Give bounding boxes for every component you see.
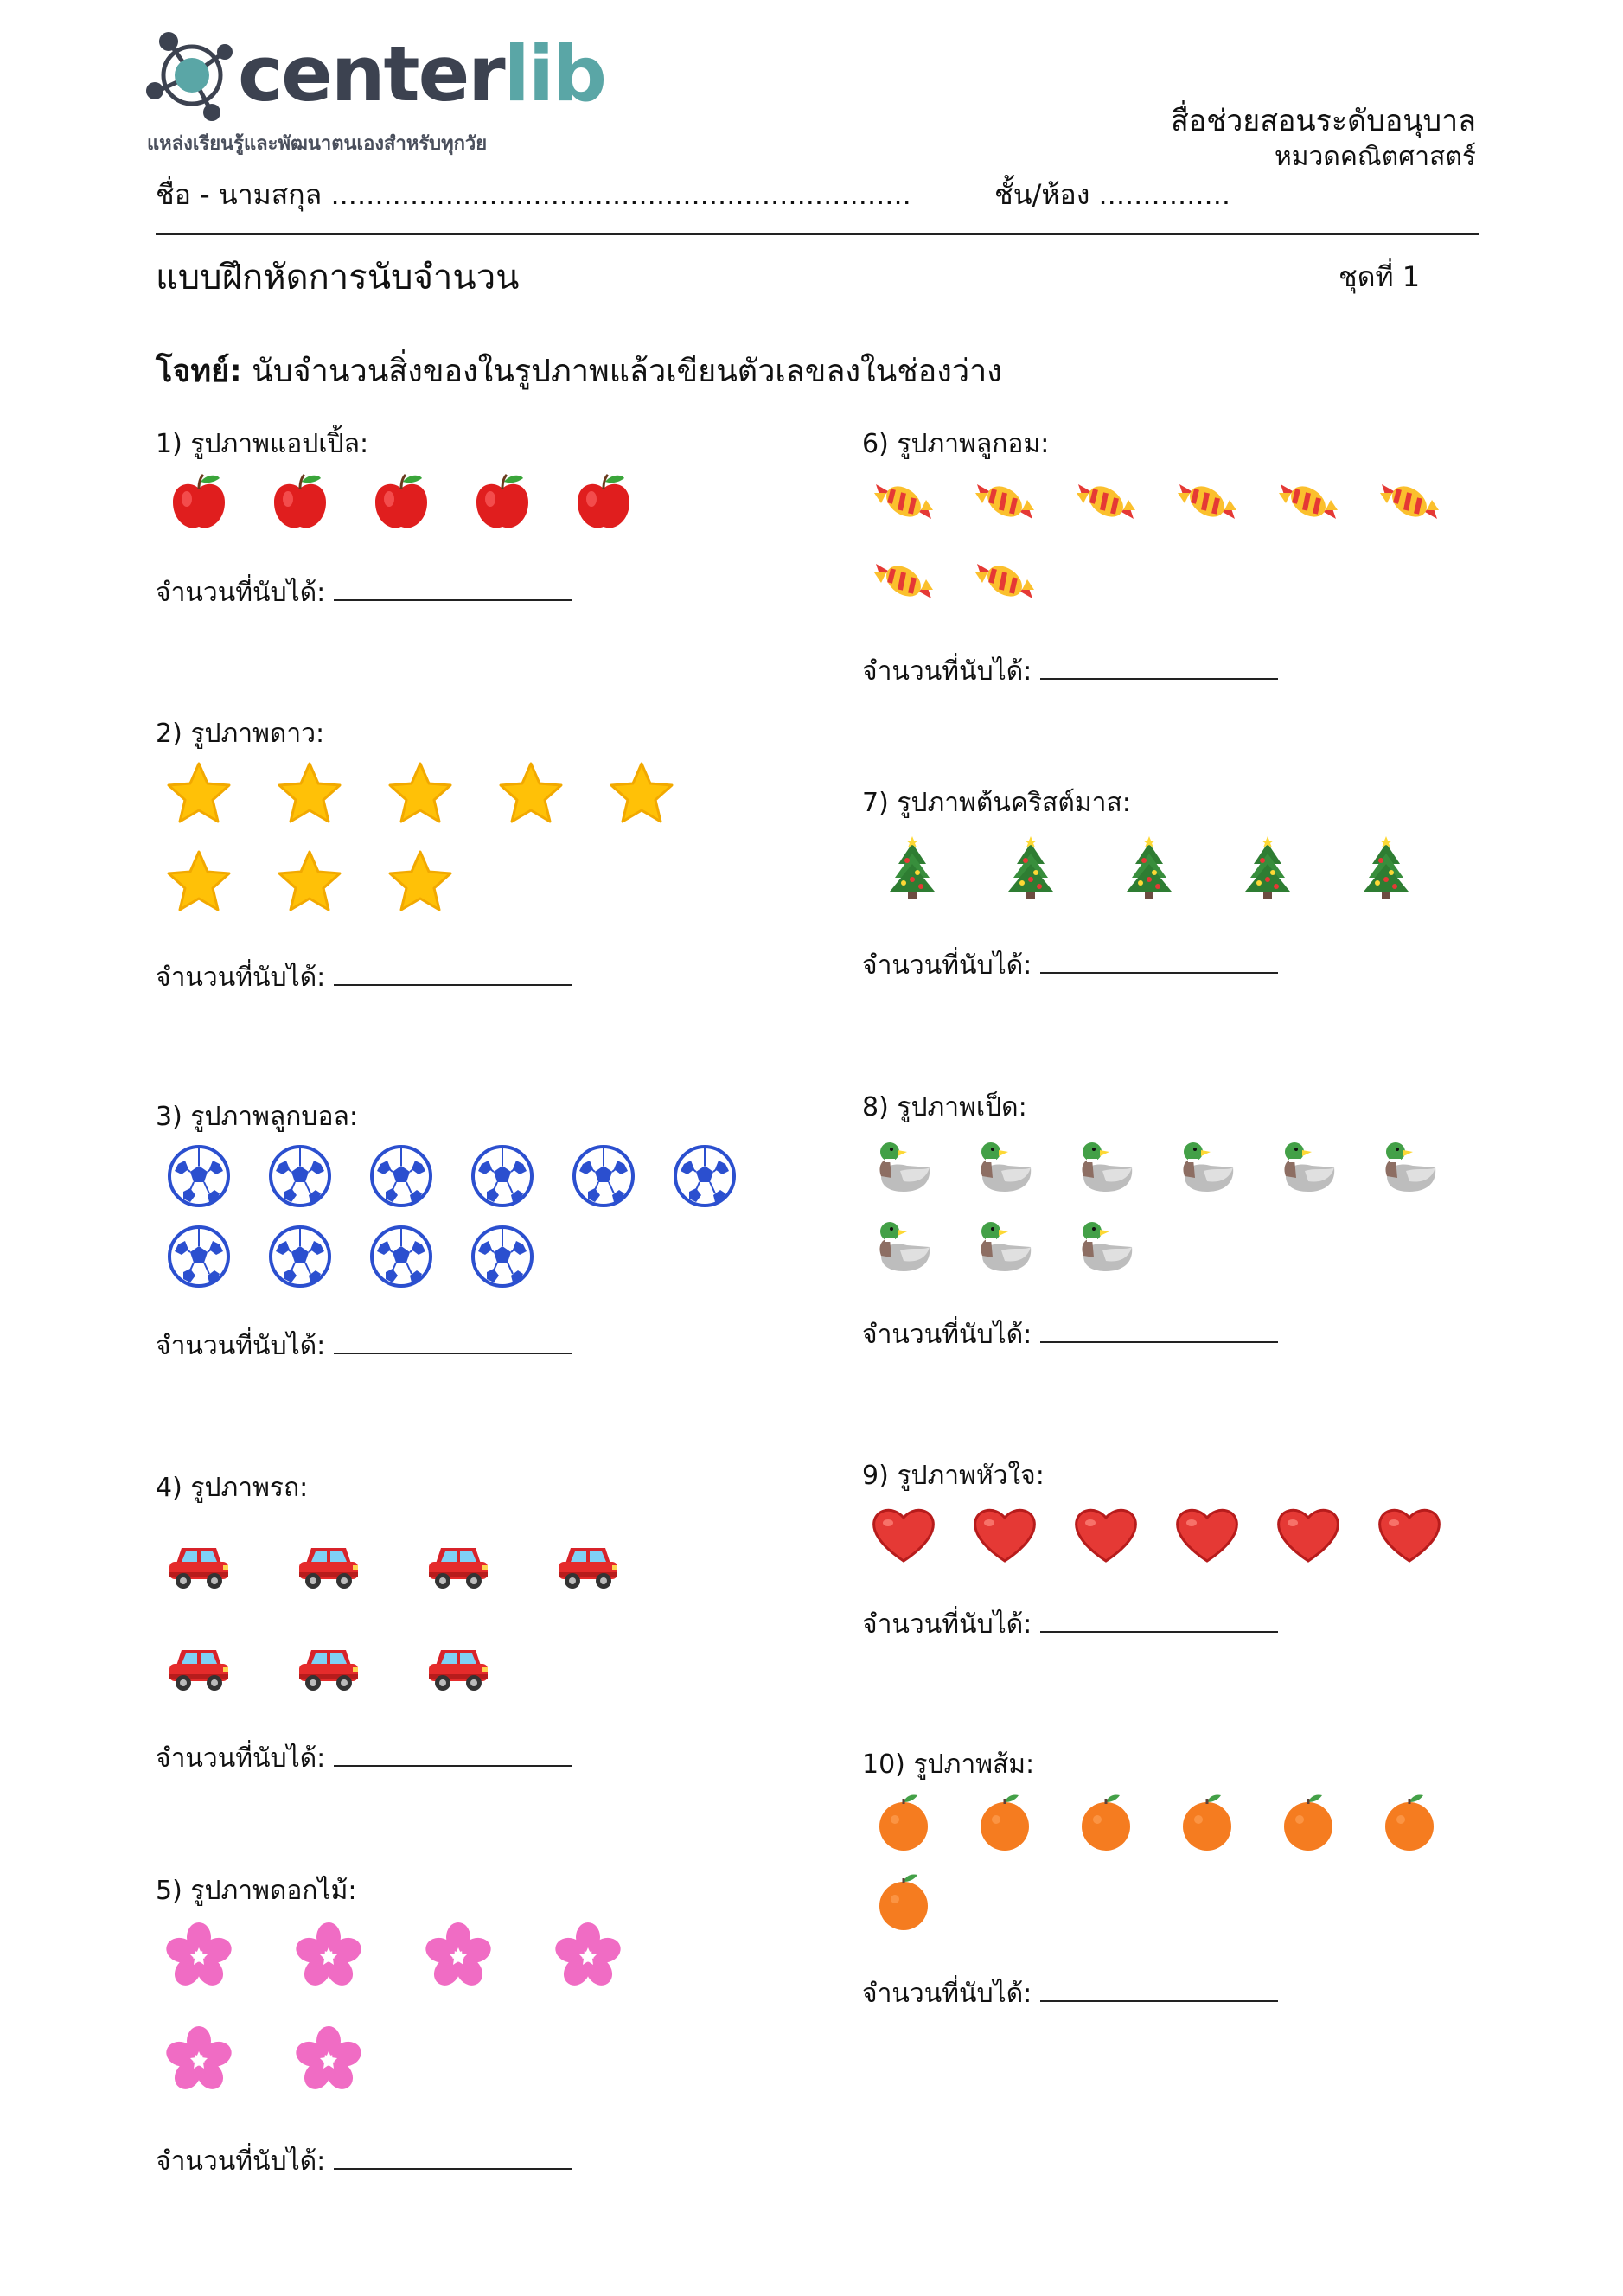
question-6-title: 6) รูปภาพลูกอม: [862,429,1050,459]
candy-icon [869,467,938,536]
answer-blank[interactable] [1040,1612,1278,1633]
answer-label: จำนวนที่นับได้: [156,578,326,608]
orange-icon [1375,1788,1444,1858]
answer-blank[interactable] [334,580,572,601]
duck-icon [970,1133,1039,1202]
answer-blank[interactable] [334,965,572,986]
duck-icon [1071,1212,1141,1282]
question-10-answer [862,1973,1278,2014]
duck-icon [1274,1133,1343,1202]
heart-icon [869,1500,938,1570]
question-2-title: 2) รูปภาพดาว: [156,719,325,749]
question-10-title: 10) รูปภาพส้ม: [862,1749,1035,1780]
star-icon [164,758,233,828]
question-7-answer [862,945,1278,986]
answer-label: จำนวนที่นับได้: [156,1743,326,1774]
duck-icon [1375,1133,1444,1202]
answer-blank[interactable] [334,1746,572,1767]
cherry-blossom-icon [553,1920,623,1989]
star-icon [275,847,344,916]
question-4-title: 4) รูปภาพรถ: [156,1473,309,1503]
question-7-title: 7) รูปภาพต้นคริสต์มาส: [862,788,1131,818]
answer-label: จำนวนที่นับได้: [862,1320,1032,1350]
christmas-tree-icon [878,835,947,904]
candy-icon [869,547,938,616]
soccer-ball-icon [468,1222,537,1291]
duck-icon [869,1212,938,1282]
question-3-title: 3) รูปภาพลูกบอล: [156,1102,358,1132]
answer-label: จำนวนที่นับได้: [862,656,1032,687]
brand-name-part1: center [238,29,504,118]
header-divider [156,233,1479,235]
duck-icon [869,1133,938,1202]
brand-name [238,29,605,118]
duck-icon [1173,1133,1242,1202]
star-icon [164,847,233,916]
christmas-tree-icon [1233,835,1302,904]
candy-icon [1375,467,1444,536]
candy-icon [1173,467,1242,536]
star-icon [496,758,565,828]
heart-icon [970,1500,1039,1570]
car-icon [164,1529,233,1598]
soccer-ball-icon [265,1222,335,1291]
answer-blank[interactable] [334,1333,572,1354]
question-8-answer [862,1314,1278,1355]
car-icon [164,1631,233,1700]
car-icon [294,1529,363,1598]
question-4-answer [156,1738,572,1779]
soccer-ball-icon [569,1142,638,1211]
question-9-title: 9) รูปภาพหัวใจ: [862,1461,1045,1491]
orange-icon [1173,1788,1242,1858]
orange-icon [970,1788,1039,1858]
star-icon [607,758,676,828]
orange-icon [1274,1788,1343,1858]
candy-icon [970,547,1039,616]
brand-name-part2: lib [503,29,605,118]
orange-icon [1071,1788,1141,1858]
heart-icon [1173,1500,1242,1570]
answer-label: จำนวนที่นับได้: [862,950,1032,981]
answer-label: จำนวนที่นับได้: [862,1609,1032,1640]
candy-icon [1071,467,1141,536]
instruction-text: นับจำนวนสิ่งของในรูปภาพแล้วเขียนตัวเลขลงในช่องว่าง [241,354,1002,389]
question-1-answer [156,572,572,613]
answer-blank[interactable] [334,2149,572,2170]
cherry-blossom-icon [164,1920,233,1989]
heart-icon [1071,1500,1141,1570]
apple-icon [164,470,233,539]
christmas-tree-icon [1351,835,1421,904]
car-icon [424,1631,493,1700]
question-6-answer [862,651,1278,692]
car-icon [294,1631,363,1700]
christmas-tree-icon [1115,835,1184,904]
logo-molecule-icon [143,26,242,125]
christmas-tree-icon [996,835,1065,904]
soccer-ball-icon [367,1222,436,1291]
media-label: สื่อช่วยสอนระดับอนุบาล [1170,104,1476,138]
car-icon [553,1529,623,1598]
answer-label: จำนวนที่นับได้: [156,2146,326,2177]
soccer-ball-icon [468,1142,537,1211]
instruction-label: โจทย์: [156,354,242,389]
star-icon [386,758,455,828]
centerlib-logo [143,26,627,164]
question-9-answer [862,1604,1278,1645]
class-field[interactable]: ชั้น/ห้อง ............... [994,178,1231,211]
name-field[interactable]: ชื่อ - นามสกุล .................................................................. [156,178,911,211]
soccer-ball-icon [265,1142,335,1211]
car-icon [424,1529,493,1598]
cherry-blossom-icon [164,2024,233,2093]
question-5-title: 5) รูปภาพดอกไม้: [156,1876,357,1906]
heart-icon [1274,1500,1343,1570]
answer-blank[interactable] [1040,953,1278,974]
candy-icon [1274,467,1343,536]
answer-blank[interactable] [1040,1981,1278,2002]
soccer-ball-icon [164,1222,233,1291]
candy-icon [970,467,1039,536]
star-icon [275,758,344,828]
soccer-ball-icon [367,1142,436,1211]
worksheet-title: แบบฝึกหัดการนับจำนวน [156,258,520,297]
soccer-ball-icon [670,1142,739,1211]
question-3-answer [156,1326,572,1366]
apple-icon [569,470,638,539]
answer-label: จำนวนที่นับได้: [156,963,326,993]
soccer-ball-icon [164,1142,233,1211]
answer-label: จำนวนที่นับได้: [862,1979,1032,2009]
answer-blank[interactable] [1040,1322,1278,1343]
cherry-blossom-icon [294,1920,363,1989]
set-number: ชุดที่ 1 [1339,260,1421,293]
apple-icon [468,470,537,539]
heart-icon [1375,1500,1444,1570]
apple-icon [367,470,436,539]
orange-icon [869,1788,938,1858]
question-1-title: 1) รูปภาพแอปเปิ้ล: [156,429,369,459]
star-icon [386,847,455,916]
duck-icon [1071,1133,1141,1202]
question-5-answer [156,2141,572,2182]
cherry-blossom-icon [424,1920,493,1989]
answer-blank[interactable] [1040,659,1278,680]
question-2-answer [156,957,572,998]
subject-label: หมวดคณิตศาสตร์ [1274,142,1476,172]
answer-label: จำนวนที่นับได้: [156,1331,326,1361]
instruction [156,346,1002,395]
apple-icon [265,470,335,539]
cherry-blossom-icon [294,2024,363,2093]
orange-icon [869,1868,938,1937]
brand-tagline: แหล่งเรียนรู้และพัฒนาตนเองสำหรับทุกวัย [147,133,488,155]
question-8-title: 8) รูปภาพเป็ด: [862,1092,1027,1122]
duck-icon [970,1212,1039,1282]
